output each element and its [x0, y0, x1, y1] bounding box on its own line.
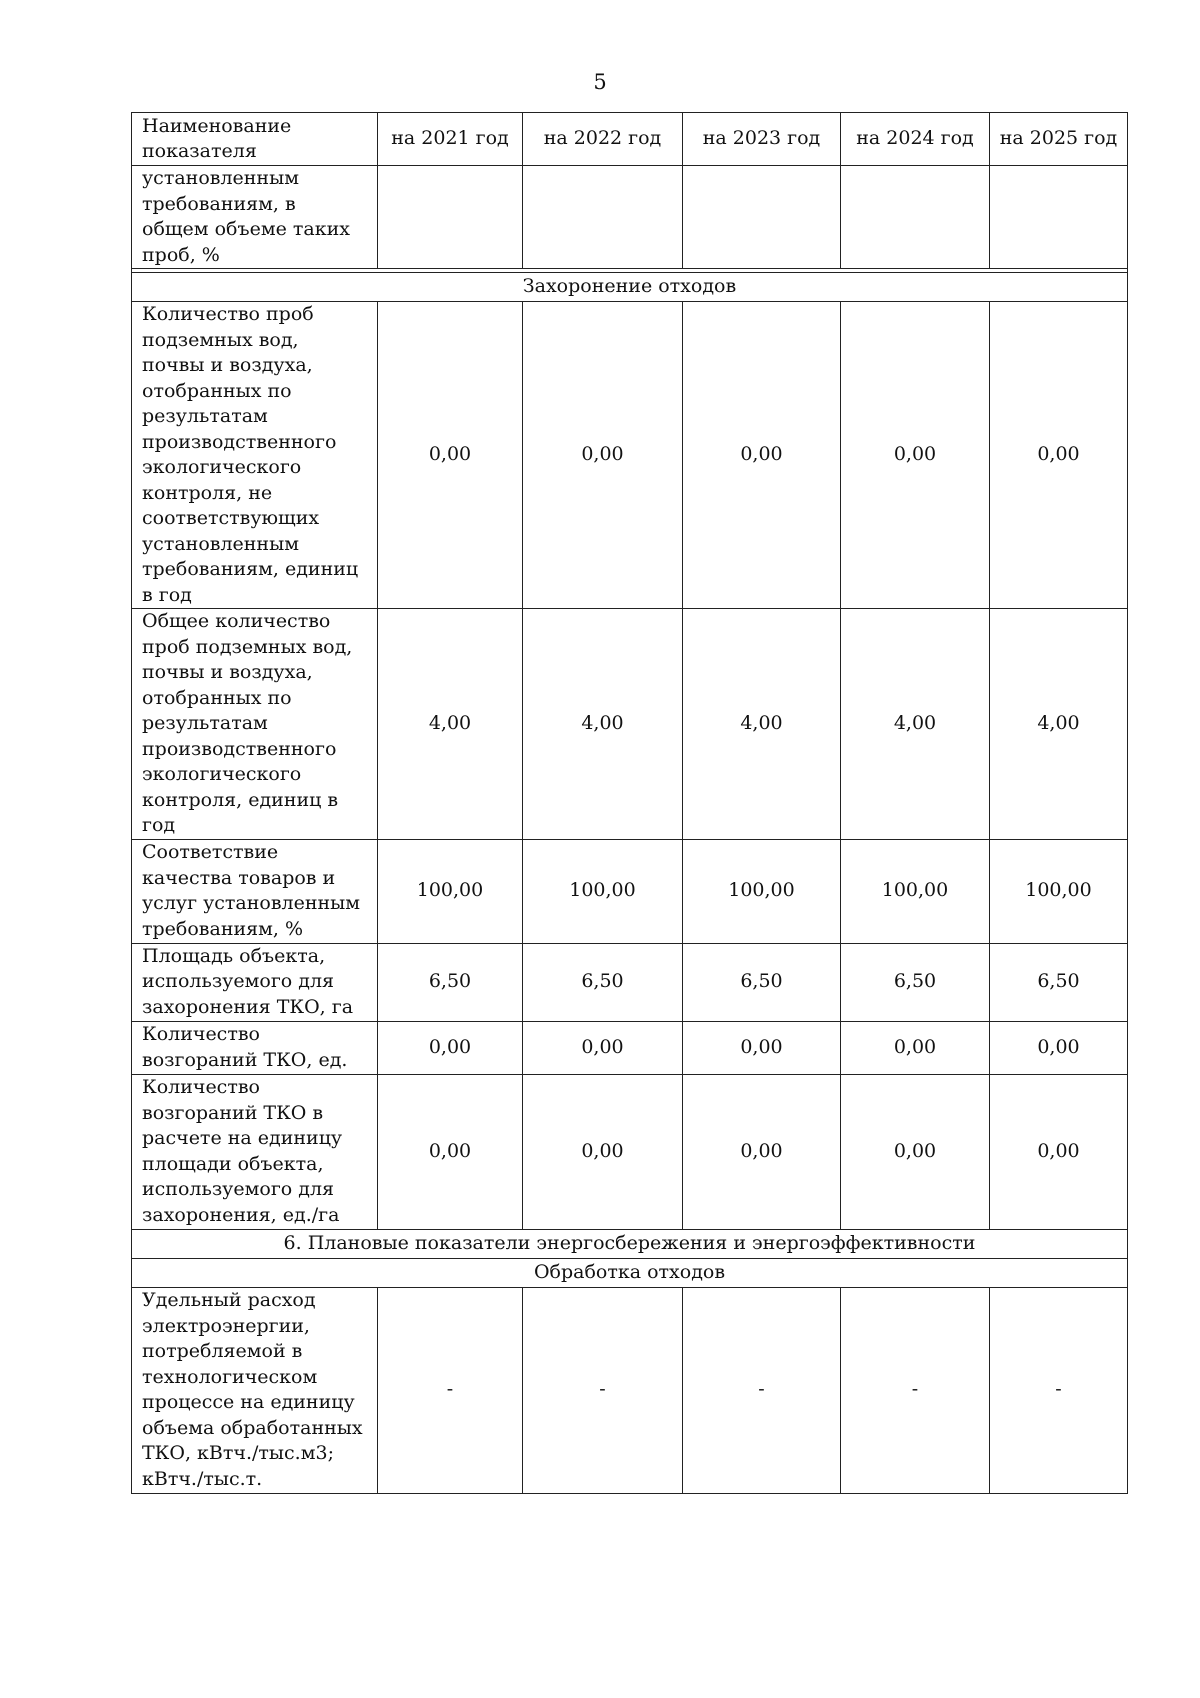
value-2025: 6,50	[990, 943, 1128, 1021]
value-2021: 0,00	[378, 1021, 523, 1074]
value-2024	[841, 166, 990, 269]
indicator-name: установленным требованиям, в общем объеме таких проб, %	[132, 166, 378, 269]
table-row	[132, 1074, 1128, 1229]
indicator-name: Количество возгораний ТКО, ед.	[132, 1021, 378, 1074]
value-2022: 6,50	[523, 943, 683, 1021]
value-2023: 6,50	[683, 943, 841, 1021]
value-2024: 0,00	[841, 302, 990, 609]
table-row	[132, 839, 1128, 943]
value-2024: 100,00	[841, 839, 990, 943]
section-row	[132, 1229, 1128, 1258]
value-2023: 4,00	[683, 609, 841, 840]
header-year-2021: на 2021 год	[378, 113, 523, 166]
value-2021: 6,50	[378, 943, 523, 1021]
value-2025	[990, 166, 1128, 269]
header-row	[132, 113, 1128, 166]
value-2022: 100,00	[523, 839, 683, 943]
header-indicator-name: Наименование показателя	[132, 113, 378, 166]
value-2023: 0,00	[683, 302, 841, 609]
value-2025: 4,00	[990, 609, 1128, 840]
section-row	[132, 1258, 1128, 1287]
header-year-2022: на 2022 год	[523, 113, 683, 166]
header-year-2025: на 2025 год	[990, 113, 1128, 166]
section-title-processing: Обработка отходов	[132, 1258, 1128, 1287]
value-2022: 0,00	[523, 1074, 683, 1229]
value-2025: 0,00	[990, 1021, 1128, 1074]
table-row	[132, 943, 1128, 1021]
value-2021: -	[378, 1287, 523, 1493]
value-2025: -	[990, 1287, 1128, 1493]
value-2025: 0,00	[990, 1074, 1128, 1229]
value-2022: 0,00	[523, 302, 683, 609]
value-2021: 0,00	[378, 1074, 523, 1229]
value-2024: -	[841, 1287, 990, 1493]
value-2024: 0,00	[841, 1074, 990, 1229]
indicator-name: Количество возгораний ТКО в расчете на единицу площади объекта, используемого для захоронения, ед./га	[132, 1074, 378, 1229]
table-header	[132, 113, 1128, 166]
table-row	[132, 1287, 1128, 1493]
indicator-name: Удельный расход электроэнергии, потребляемой в технологическом процессе на единицу объема обработанных ТКО, кВтч./тыс.м3; кВтч./тыс.т.	[132, 1287, 378, 1493]
header-year-2024: на 2024 год	[841, 113, 990, 166]
section-title-energy: 6. Плановые показатели энергосбережения и энергоэффективности	[132, 1229, 1128, 1258]
value-2021: 100,00	[378, 839, 523, 943]
value-2022: 0,00	[523, 1021, 683, 1074]
value-2025: 0,00	[990, 302, 1128, 609]
header-year-2023: на 2023 год	[683, 113, 841, 166]
page-number: 5	[593, 70, 607, 94]
indicators-table	[131, 112, 1128, 1494]
table-body	[132, 166, 1128, 1494]
indicator-name: Количество проб подземных вод, почвы и воздуха, отобранных по результатам производственного экологического контроля, не соответствующих установленным требованиям, единиц в год	[132, 302, 378, 609]
value-2023: 100,00	[683, 839, 841, 943]
value-2023: -	[683, 1287, 841, 1493]
section-row	[132, 273, 1128, 302]
value-2022	[523, 166, 683, 269]
value-2021: 4,00	[378, 609, 523, 840]
value-2022: 4,00	[523, 609, 683, 840]
value-2023: 0,00	[683, 1074, 841, 1229]
table-row	[132, 166, 1128, 269]
value-2023: 0,00	[683, 1021, 841, 1074]
table-row	[132, 1021, 1128, 1074]
table-row	[132, 609, 1128, 840]
value-2021: 0,00	[378, 302, 523, 609]
value-2024: 4,00	[841, 609, 990, 840]
value-2022: -	[523, 1287, 683, 1493]
value-2024: 0,00	[841, 1021, 990, 1074]
indicator-name: Площадь объекта, используемого для захоронения ТКО, га	[132, 943, 378, 1021]
section-title-burial: Захоронение отходов	[132, 273, 1128, 302]
table-row	[132, 302, 1128, 609]
value-2021	[378, 166, 523, 269]
value-2025: 100,00	[990, 839, 1128, 943]
indicator-name: Общее количество проб подземных вод, почвы и воздуха, отобранных по результатам производственного экологического контроля, единиц в год	[132, 609, 378, 840]
value-2023	[683, 166, 841, 269]
indicator-name: Соответствие качества товаров и услуг установленным требованиям, %	[132, 839, 378, 943]
value-2024: 6,50	[841, 943, 990, 1021]
